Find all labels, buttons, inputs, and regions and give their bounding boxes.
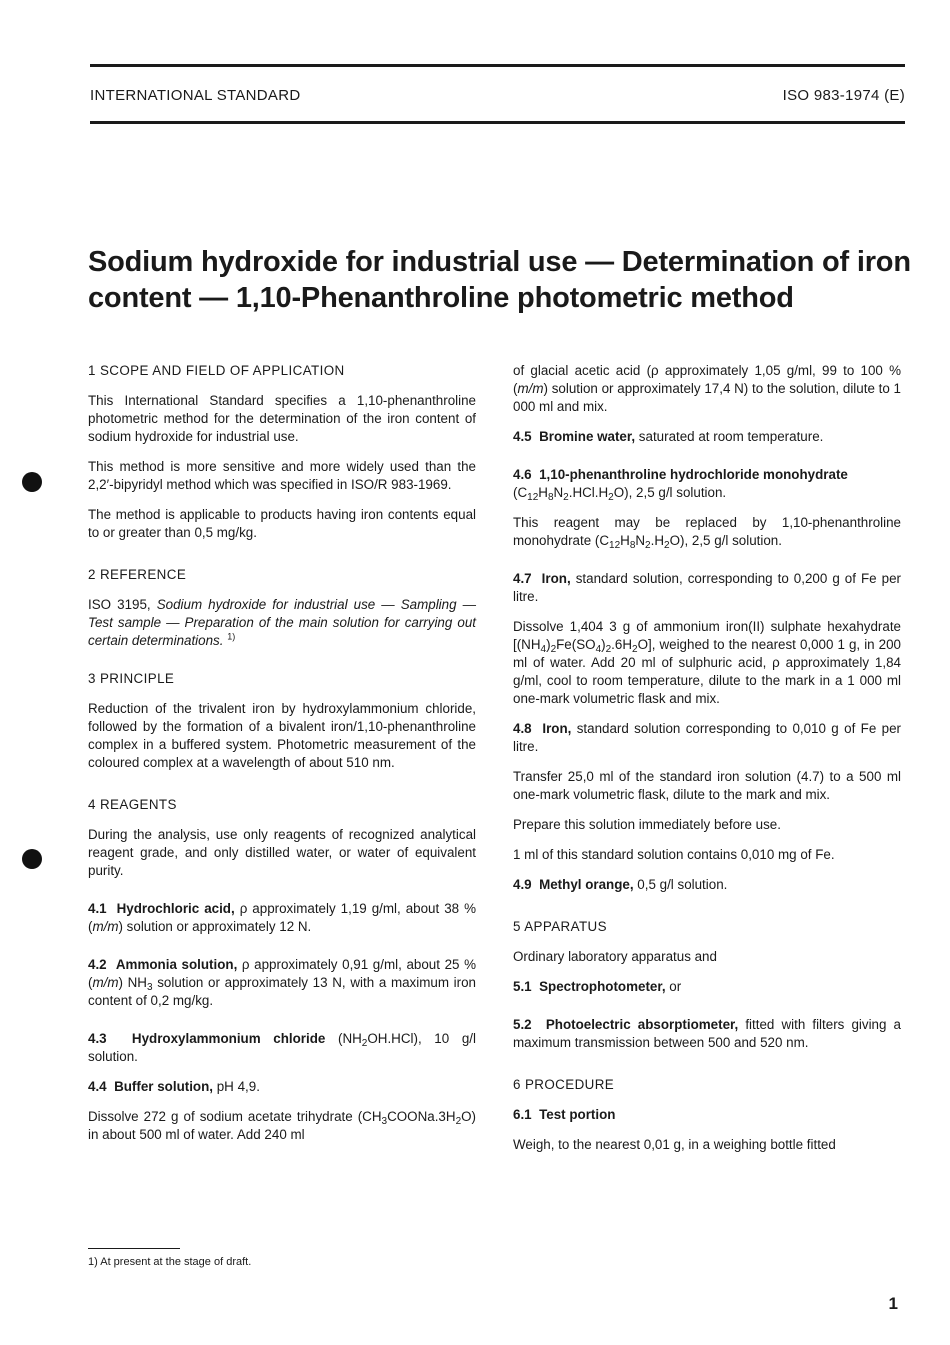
document-title [88, 244, 918, 316]
header-standard-number: ISO 983-1974 (E) [782, 87, 905, 104]
section-5-intro: Ordinary laboratory apparatus and [513, 949, 717, 964]
section-2-heading: 2 REFERENCE [88, 567, 187, 582]
footnote-mark: 1) [227, 631, 236, 642]
reference-paragraph: ISO 3195, Sodium hydroxide for industrial use — Sampling — Test sample — Preparation of the main solution for carrying out certain determinations. $^{1)}$ [88, 597, 476, 648]
margin-dot-marker [22, 472, 42, 492]
left-column [88, 362, 476, 1156]
footnote: 1) At present at the stage of draft. [88, 1256, 252, 1268]
apparatus-5-1: 5.1 Spectrophotometer, or [513, 979, 682, 994]
reagent-4-3: 4.3 Hydroxylammonium chloride $(NH_2OH.HCl)$, 10 g/l solution. [88, 1031, 476, 1064]
section-4-heading: 4 REAGENTS [88, 797, 177, 812]
reagent-4-7: 4.7 Iron, standard solution, corresponding to 0,200 g of Fe per litre. [513, 571, 901, 604]
section-1-paragraph: This International Standard specifies a 1,10-phenanthroline photometric method for the determination of the iron content of sodium hydroxide for industrial use. [88, 393, 476, 444]
reagent-4-4-continuation: of glacial acetic acid (ρ approximately 1,05 g/ml, 99 to 100 % (m/m) solution or approximately 17,4 N) to the solution, dilute to 1 000 ml and mix. [513, 363, 901, 414]
footnote-rule [88, 1248, 180, 1249]
reagent-4-8-paragraph: Transfer 25,0 ml of the standard iron solution (4.7) to a 500 ml one-mark volumetric flask, dilute to the mark and mix. [513, 769, 901, 802]
section-4-intro: During the analysis, use only reagents of recognized analytical reagent grade, and only distilled water, or water of equivalent purity. [88, 827, 476, 878]
reagent-4-4-paragraph: Dissolve 272 g of sodium acetate trihydrate $(CH_3COONa.3H_2O)$ in about 500 ml of water. Add 240 ml [88, 1109, 476, 1142]
reagent-4-2: 4.2 Ammonia solution, ρ approximately 0,91 g/ml, about 25 % (m/m) $NH_3$ solution or approximately 13 N, with a maximum iron content of 0,2 mg/kg. [88, 957, 476, 1008]
reagent-4-8-paragraph: Prepare this solution immediately before use. [513, 817, 781, 832]
reagent-4-1: 4.1 Hydrochloric acid, ρ approximately 1,19 g/ml, about 38 % (m/m) solution or approximately 12 N. [88, 901, 476, 934]
procedure-6-1: 6.1 Test portion [513, 1107, 616, 1122]
title-line-1: Sodium hydroxide for industrial use — Determination of iron [88, 246, 911, 278]
reference-title: Sodium hydroxide for industrial use — Sampling — Test sample — Preparation of the main solution for carrying out certain determinations. [88, 597, 476, 648]
reagent-4-8: 4.8 Iron, standard solution corresponding to 0,010 g of Fe per litre. [513, 721, 901, 754]
section-3-paragraph: Reduction of the trivalent iron by hydroxylammonium chloride, followed by the formation of a bivalent iron/1,10-phenanthroline complex in a buffered system. Photometric measurement of the coloured complex at a wavelength of about 510 nm. [88, 701, 476, 770]
header-top-rule [90, 64, 905, 67]
reagent-4-6-paragraph: This reagent may be replaced by 1,10-phenanthroline monohydrate $(C_{12}H_8N_2.H_2O)$, 2,5 g/l solution. [513, 515, 901, 551]
section-5-heading: 5 APPARATUS [513, 919, 607, 934]
section-1-heading: 1 SCOPE AND FIELD OF APPLICATION [88, 363, 345, 378]
header-bottom-rule [90, 121, 905, 124]
title-line-2: content — 1,10-Phenanthroline photometric method [88, 282, 794, 314]
right-column [513, 362, 901, 1166]
reagent-4-8-paragraph: 1 ml of this standard solution contains 0,010 mg of Fe. [513, 847, 835, 862]
section-6-heading: 6 PROCEDURE [513, 1077, 615, 1092]
section-3-heading: 3 PRINCIPLE [88, 671, 175, 686]
reagent-4-4: 4.4 Buffer solution, pH 4,9. [88, 1079, 260, 1094]
section-1-paragraph: This method is more sensitive and more widely used than the 2,2′-bipyridyl method which was specified in ISO/R 983-1969. [88, 459, 476, 492]
header-standard-type: INTERNATIONAL STANDARD [90, 87, 301, 104]
reagent-4-9: 4.9 Methyl orange, 0,5 g/l solution. [513, 877, 728, 892]
reagent-4-5: 4.5 Bromine water, saturated at room temperature. [513, 429, 824, 444]
section-1-paragraph: The method is applicable to products having iron contents equal to or greater than 0,5 mg/kg. [88, 507, 476, 540]
margin-dot-marker [22, 849, 42, 869]
procedure-6-1-paragraph: Weigh, to the nearest 0,01 g, in a weighing bottle fitted [513, 1137, 836, 1152]
page-number: 1 [888, 1294, 898, 1313]
reagent-4-7-paragraph: Dissolve 1,404 3 g of ammonium iron(II) sulphate hexahydrate $[(NH_4)_2Fe(SO_4)_2.6H_2O]$, weighed to the nearest 0,000 1 g, in 200 ml of water. Add 20 ml of sulphuric acid, ρ approximately 1,84 g/ml, cool to room temperature, dilute to the mark in a 1 000 ml one-mark volumetric flask and mix. [513, 619, 901, 706]
apparatus-5-2: 5.2 Photoelectric absorptiometer, fitted with filters giving a maximum transmission between 500 and 520 nm. [513, 1017, 901, 1050]
reagent-4-6: 4.6 1,10-phenanthroline hydrochloride monohydrate $(C_{12}H_8N_2.HCl.H_2O)$, 2,5 g/l solution. [513, 467, 848, 503]
